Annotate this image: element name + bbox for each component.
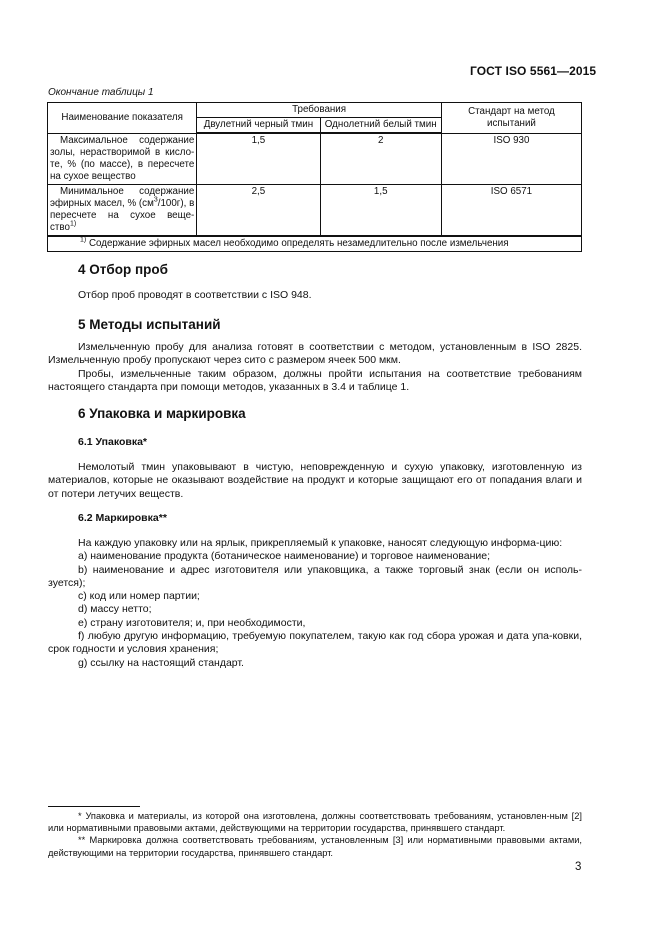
section-6-2-title: 6.2 Маркировка** [78, 512, 167, 524]
annual-value: 1,5 [320, 184, 441, 236]
table-caption: Окончание таблицы 1 [48, 87, 154, 98]
footnote: ** Маркировка должна соответствовать требованиям, установленным [3] или нормативными правовыми актами, действующими на территории государства, принявшего стандарт. [48, 835, 582, 858]
section-5-body [48, 341, 582, 394]
footnotes [48, 810, 582, 859]
paragraph: Измельченную пробу для анализа готовят в соответствии с методом, установленным в ISO 2825. Измельченную пробу пропускают через сито с размером ячеек 500 мкм. [48, 341, 582, 367]
header-method: Стандарт на метод испытаний [441, 103, 581, 134]
standard-id-header: ГОСТ ISO 5561—2015 [470, 64, 597, 78]
indicator-cell [48, 184, 197, 236]
section-6-1-title: 6.1 Упаковка* [78, 436, 147, 448]
header-biennial: Двулетний черный тмин [197, 118, 320, 134]
list-item: d) массу нетто; [78, 603, 152, 616]
list-item: a) наименование продукта (ботаническое наименование) и торговое наименование; [78, 550, 491, 563]
indicator-cell [48, 133, 197, 184]
section-4-title: 4 Отбор проб [78, 262, 168, 277]
table-footnote-row [48, 236, 582, 252]
paragraph: Пробы, измельченные таким образом, должны пройти испытания на соответствие требованиям настоящего стандарта при помощи методов, указанных в 3.4 и таблице 1. [48, 367, 582, 393]
header-requirements: Требования [197, 103, 442, 118]
list-item: g) ссылку на настоящий стандарт. [78, 656, 244, 669]
section-6-1-body [48, 461, 582, 501]
list-item: e) страну изготовителя; и, при необходимости, [78, 616, 306, 629]
page-number: 3 [575, 861, 582, 873]
requirements-table [47, 102, 582, 252]
annual-value: 2 [320, 133, 441, 184]
paragraph: Немолотый тмин упаковывают в чистую, неповрежденную и сухую упаковку, изготовленную из материалов, которые не оказывают воздействие на продукт и которые защищают его от попадания влаги и от потери летучих веществ. [48, 461, 582, 500]
section-4-text: Отбор проб проводят в соответствии с ISO 948. [78, 289, 312, 301]
paragraph: На каждую упаковку или на ярлык, прикрепляемый к упаковке, наносят следующую информа-цию: [78, 537, 563, 549]
method-value: ISO 6571 [441, 184, 581, 236]
list-item: c) код или номер партии; [78, 590, 200, 603]
indicator-text: Максимальное содержание золы, нерастворимой в кисло-те, % (по массе), в пересчете на сухое вещество [50, 134, 195, 182]
table-row [48, 133, 582, 184]
section-6-2-body [48, 537, 582, 670]
footnote: * Упаковка и материалы, из которой она изготовлена, должны соответствовать требованиям, установлен-ным [2] или нормативными правовыми актами, действующими на территории государства, принявшего стандарт. [48, 811, 582, 834]
header-indicator: Наименование показателя [48, 103, 197, 134]
section-6-title: 6 Упаковка и маркировка [78, 406, 246, 421]
list-item: f) любую другую информацию, требуемую покупателем, такую как год сбора урожая и дата упа-ковки, срок годности и условия хранения; [48, 630, 582, 656]
section-5-title: 5 Методы испытаний [78, 317, 221, 332]
method-value: ISO 930 [441, 133, 581, 184]
list-item: b) наименование и адрес изготовителя или упаковщика, а также торговый знак (если он исполь-зуется); [48, 563, 582, 589]
biennial-value: 2,5 [197, 184, 320, 236]
indicator-text: Минимальное содержание эфирных масел, % $(см^3/100г)$, в пересчете на сухое веще-ство$^{1)}$ [50, 185, 195, 233]
table-footnote: $^{1)}$ Содержание эфирных масел необходимо определять незамедлительно после измельчения [48, 236, 582, 252]
biennial-value: 1,5 [197, 133, 320, 184]
table-row [48, 184, 582, 236]
header-annual: Однолетний белый тмин [320, 118, 441, 134]
footnote-divider [48, 806, 140, 807]
